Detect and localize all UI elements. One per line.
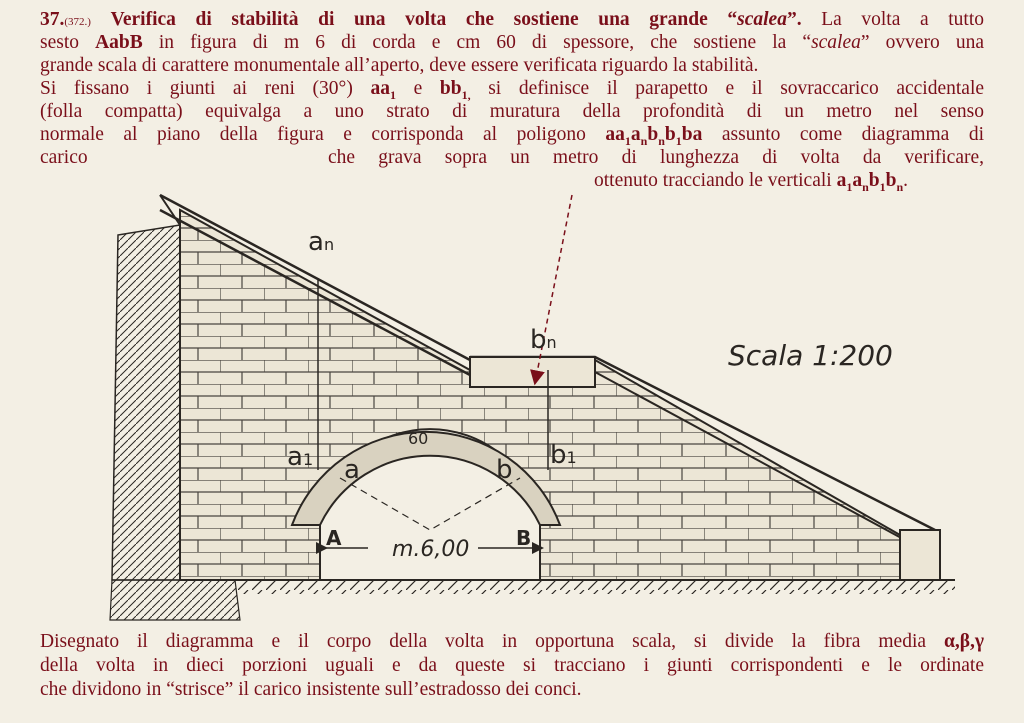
label-bn: bn	[530, 325, 557, 355]
exercise-ref: (372.)	[64, 16, 91, 28]
ground-line	[235, 580, 955, 594]
intro-line-2: sesto AabB in figura di m 6 di corda e cm 60 di spessore, che sostiene la “scalea” ovvero una	[40, 32, 985, 53]
label-a: a	[344, 455, 360, 485]
label-an: an	[308, 227, 335, 257]
label-thickness: 60	[408, 429, 429, 448]
intro-line-3: grande scala di carattere monumentale all’aperto, deve essere verificata riguardo la stabilità.	[40, 55, 759, 76]
label-A: A	[326, 526, 342, 550]
label-b: b	[496, 455, 513, 485]
label-span: m.6,00	[392, 537, 470, 562]
footer-line-1: Disegnato il diagramma e il corpo della volta in opportuna scala, si divide la fibra media α,β,γ	[40, 631, 984, 652]
para2-line-3: normale al piano della figura e corrisponda al poligono $aa_1a_nb_nb_1ba$ assunto come diagramma di	[40, 124, 985, 148]
exercise-number: 37.	[40, 9, 65, 30]
label-b1: b1	[550, 440, 577, 470]
masonry-body	[160, 195, 940, 580]
heading-line: 37.(372.) Verifica di stabilità di una volta che sostiene una grande “scalea”. La volta a tutto	[40, 9, 984, 30]
footer-line-2: della volta in dieci porzioni uguali e da queste si tracciano i giunti corrispondenti e le ordinate	[40, 655, 984, 676]
exercise-title: Verifica di stabilità di una volta che sostiene una grande “scalea”.	[110, 9, 802, 30]
footer-line-3: che dividono in “strisce” il carico insistente sull’estradosso dei conci.	[40, 679, 582, 700]
scale-label: Scala 1:200	[728, 339, 893, 372]
para2-line-4b: che grava sopra un metro di lunghezza di volta da verificare,	[328, 147, 984, 168]
para2-line-1: Si fissano i giunti ai reni (30°) $aa_1$ e $bb_{1,}$ si definisce il parapetto e il sovraccarico accidentale	[40, 78, 985, 102]
label-B: B	[516, 526, 532, 550]
para2-line-2: (folla compatta) equivalga a uno strato di muratura della profondità di un metro nel senso	[40, 101, 984, 122]
para2-line-5: ottenuto tracciando le verticali $a_1a_nb_1b_n$.	[594, 170, 909, 194]
para2-line-4a: carico	[40, 147, 88, 168]
label-a1: a1	[287, 442, 314, 472]
